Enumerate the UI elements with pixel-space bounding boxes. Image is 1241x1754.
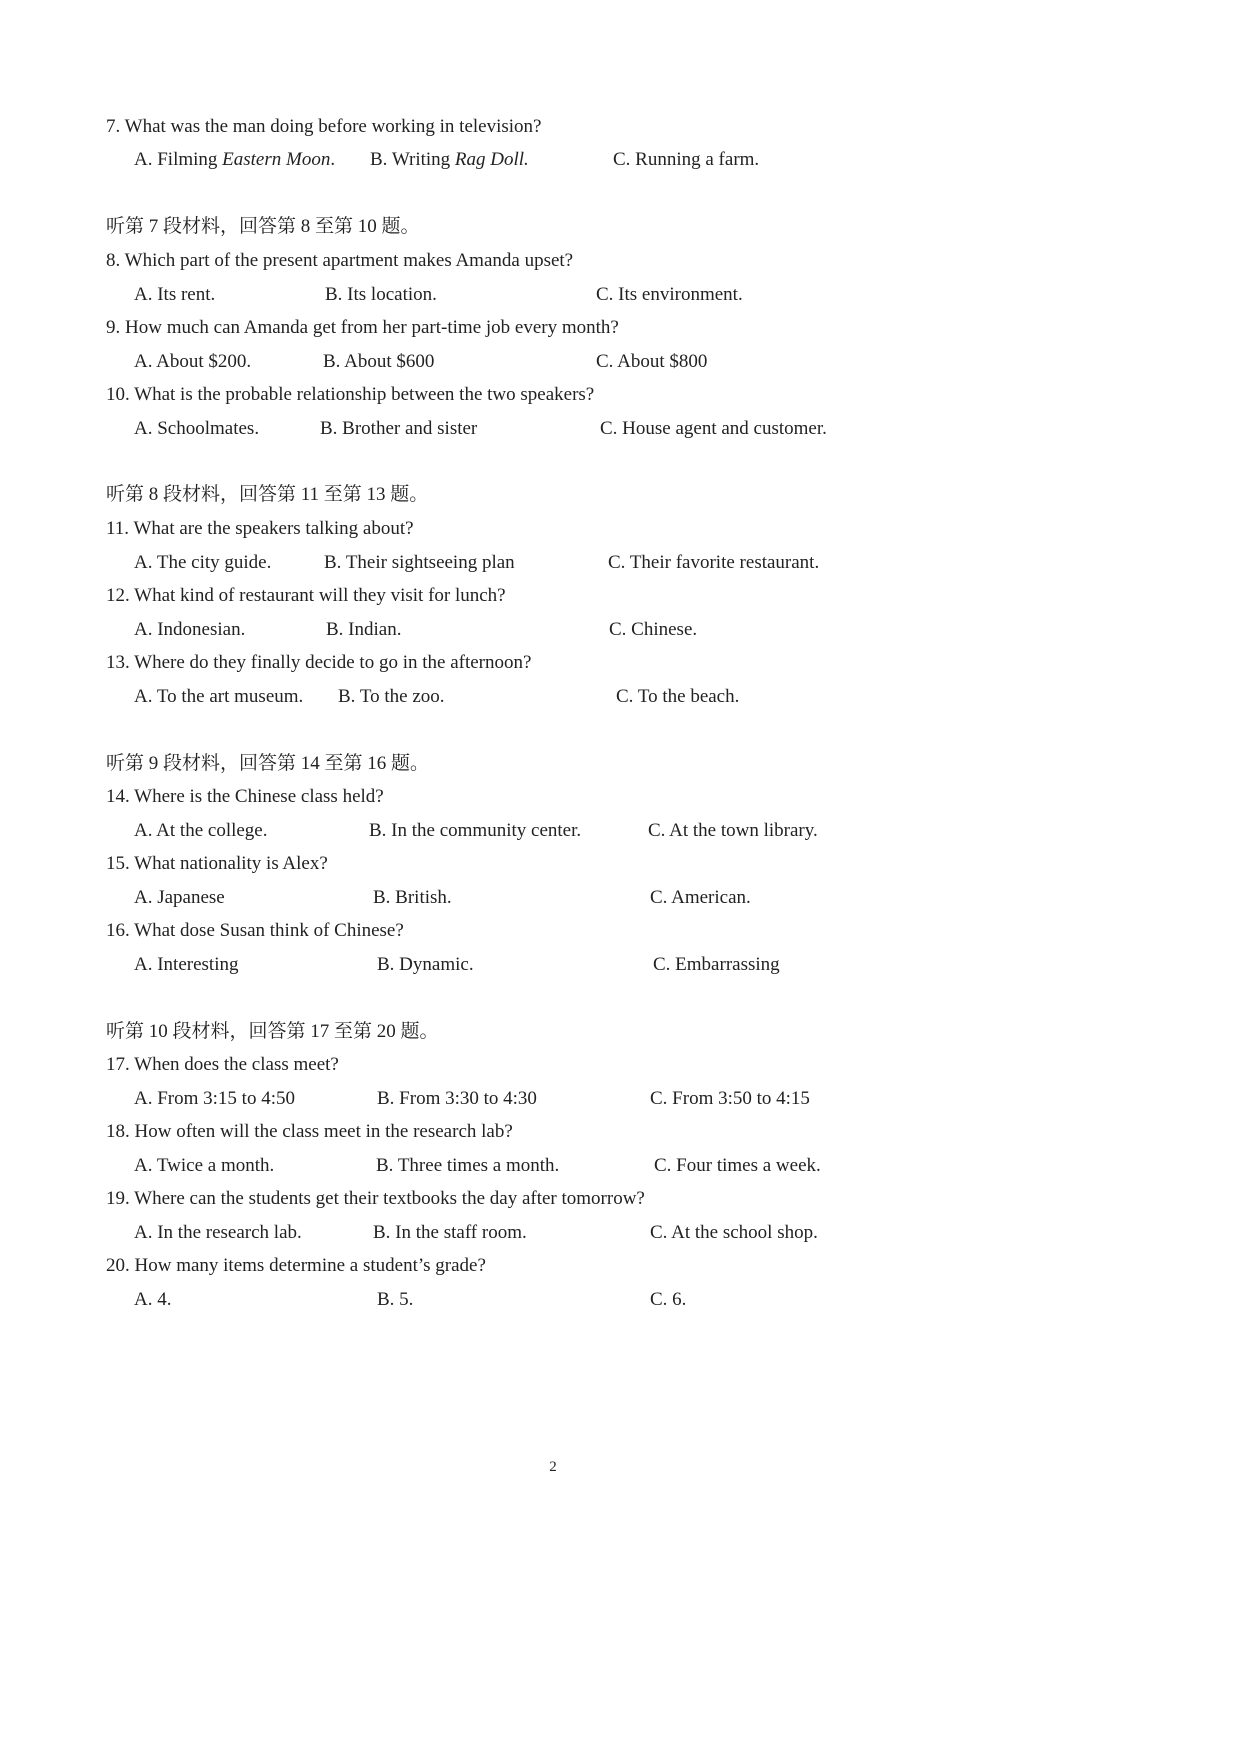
option-b bbox=[326, 618, 401, 642]
option-c bbox=[650, 1087, 810, 1111]
option-a-tail: . bbox=[330, 149, 336, 170]
option-b bbox=[323, 350, 434, 374]
question-text: 8. Which part of the present apartment makes Amanda upset? bbox=[106, 250, 574, 271]
option-c-text: C. American. bbox=[650, 887, 751, 908]
option-c bbox=[613, 148, 759, 172]
option-a bbox=[134, 819, 268, 843]
option-b-title: Rag Doll. bbox=[454, 149, 529, 170]
option-c-text: C. Their favorite restaurant. bbox=[608, 552, 820, 573]
option-c-text: C. From 3:50 to 4:15 bbox=[650, 1088, 810, 1109]
option-b bbox=[320, 417, 477, 441]
question-text: 9. How much can Amanda get from her part-time job every month? bbox=[106, 317, 619, 338]
option-c bbox=[650, 1288, 686, 1312]
option-a-text: A. Twice a month. bbox=[134, 1155, 275, 1176]
option-c bbox=[616, 685, 739, 709]
option-a bbox=[134, 1087, 295, 1111]
option-a bbox=[134, 618, 245, 642]
option-b bbox=[325, 283, 437, 307]
option-c bbox=[650, 886, 751, 910]
option-b bbox=[377, 953, 474, 977]
option-c bbox=[596, 283, 743, 307]
option-c bbox=[596, 350, 707, 374]
option-a-text: A. At the college. bbox=[134, 820, 268, 841]
question-text: 12. What kind of restaurant will they visit for lunch? bbox=[106, 585, 506, 606]
question-text: 10. What is the probable relationship between the two speakers? bbox=[106, 384, 595, 405]
option-b bbox=[377, 1288, 413, 1312]
option-c-text: C. Running a farm. bbox=[613, 149, 760, 170]
option-a bbox=[134, 350, 251, 374]
option-c-text: C. At the school shop. bbox=[650, 1222, 818, 1243]
option-b bbox=[376, 1154, 559, 1178]
option-a bbox=[134, 1154, 274, 1178]
option-b bbox=[370, 148, 529, 172]
option-a bbox=[134, 886, 225, 910]
option-c-text: C. 6. bbox=[650, 1289, 687, 1310]
option-a-text: A. Indonesian. bbox=[134, 619, 246, 640]
option-c-text: C. About $800 bbox=[596, 351, 708, 372]
option-b-text: B. In the community center. bbox=[369, 820, 582, 841]
option-a bbox=[134, 953, 238, 977]
section-instruction: 听第 10 段材料，回答第 17 至第 20 题。 bbox=[106, 1021, 439, 1042]
option-b-text: B. In the staff room. bbox=[373, 1222, 527, 1243]
question-text: 15. What nationality is Alex? bbox=[106, 853, 328, 874]
option-c-text: C. To the beach. bbox=[616, 686, 740, 707]
option-a-text: A. In the research lab. bbox=[134, 1222, 302, 1243]
question-text: 16. What dose Susan think of Chinese? bbox=[106, 920, 404, 941]
option-c-text: C. Four times a week. bbox=[654, 1155, 821, 1176]
option-c-text: C. Chinese. bbox=[609, 619, 698, 640]
option-c bbox=[648, 819, 818, 843]
option-c-text: C. At the town library. bbox=[648, 820, 818, 841]
section-instruction: 听第 8 段材料，回答第 11 至第 13 题。 bbox=[106, 484, 429, 505]
option-b bbox=[373, 886, 452, 910]
page-number: 2 bbox=[549, 1459, 557, 1475]
option-c-text: C. Its environment. bbox=[596, 284, 743, 305]
option-b-text: B. Writing bbox=[370, 149, 455, 170]
section-instruction: 听第 7 段材料，回答第 8 至第 10 题。 bbox=[106, 216, 420, 237]
question-text: 19. Where can the students get their textbooks the day after tomorrow? bbox=[106, 1188, 645, 1209]
option-a-title: Eastern Moon bbox=[222, 149, 331, 170]
option-a-text: A. About $200. bbox=[134, 351, 252, 372]
question-text: 17. When does the class meet? bbox=[106, 1054, 339, 1075]
section-instruction: 听第 9 段材料，回答第 14 至第 16 题。 bbox=[106, 753, 430, 774]
option-a-text: A. Schoolmates. bbox=[134, 418, 260, 439]
question-text: 13. Where do they finally decide to go in the afternoon? bbox=[106, 652, 532, 673]
option-a bbox=[134, 551, 271, 575]
option-b bbox=[369, 819, 581, 843]
option-c bbox=[609, 618, 697, 642]
option-b-text: B. Brother and sister bbox=[320, 418, 478, 439]
option-c bbox=[600, 417, 827, 441]
option-a-text: A. To the art museum. bbox=[134, 686, 304, 707]
option-a-text: A. From 3:15 to 4:50 bbox=[134, 1088, 295, 1109]
option-c-text: C. House agent and customer. bbox=[600, 418, 827, 439]
option-a-text: A. Japanese bbox=[134, 887, 225, 908]
option-b-text: B. From 3:30 to 4:30 bbox=[377, 1088, 537, 1109]
option-b-text: B. Three times a month. bbox=[376, 1155, 560, 1176]
option-b-text: B. 5. bbox=[377, 1289, 414, 1310]
option-b-text: B. Indian. bbox=[326, 619, 402, 640]
option-b bbox=[338, 685, 445, 709]
option-a-text: A. The city guide. bbox=[134, 552, 272, 573]
option-b-text: B. British. bbox=[373, 887, 452, 908]
option-a bbox=[134, 283, 215, 307]
option-b bbox=[377, 1087, 537, 1111]
option-b-text: B. To the zoo. bbox=[338, 686, 445, 707]
option-a-text: A. Its rent. bbox=[134, 284, 216, 305]
option-a bbox=[134, 417, 259, 441]
question-text: 18. How often will the class meet in the research lab? bbox=[106, 1121, 513, 1142]
option-a-text: A. Filming bbox=[134, 149, 223, 170]
option-b-text: B. Its location. bbox=[325, 284, 437, 305]
question-text: 7. What was the man doing before working in television? bbox=[106, 116, 542, 137]
option-b-text: B. Their sightseeing plan bbox=[324, 552, 515, 573]
question-text: 14. Where is the Chinese class held? bbox=[106, 786, 384, 807]
option-c bbox=[654, 1154, 821, 1178]
option-c bbox=[653, 953, 780, 977]
option-b bbox=[324, 551, 515, 575]
option-a bbox=[134, 1221, 302, 1245]
option-b bbox=[373, 1221, 527, 1245]
option-c bbox=[650, 1221, 818, 1245]
option-a bbox=[134, 685, 303, 709]
option-a bbox=[134, 1288, 171, 1312]
option-a-text: A. 4. bbox=[134, 1289, 172, 1310]
option-b-text: B. About $600 bbox=[323, 351, 435, 372]
question-text: 11. What are the speakers talking about? bbox=[106, 518, 414, 539]
option-a-text: A. Interesting bbox=[134, 954, 239, 975]
question-text: 20. How many items determine a student’s grade? bbox=[106, 1255, 486, 1276]
option-a bbox=[134, 148, 335, 172]
option-b-text: B. Dynamic. bbox=[377, 954, 474, 975]
option-c-text: C. Embarrassing bbox=[653, 954, 780, 975]
option-c bbox=[608, 551, 819, 575]
